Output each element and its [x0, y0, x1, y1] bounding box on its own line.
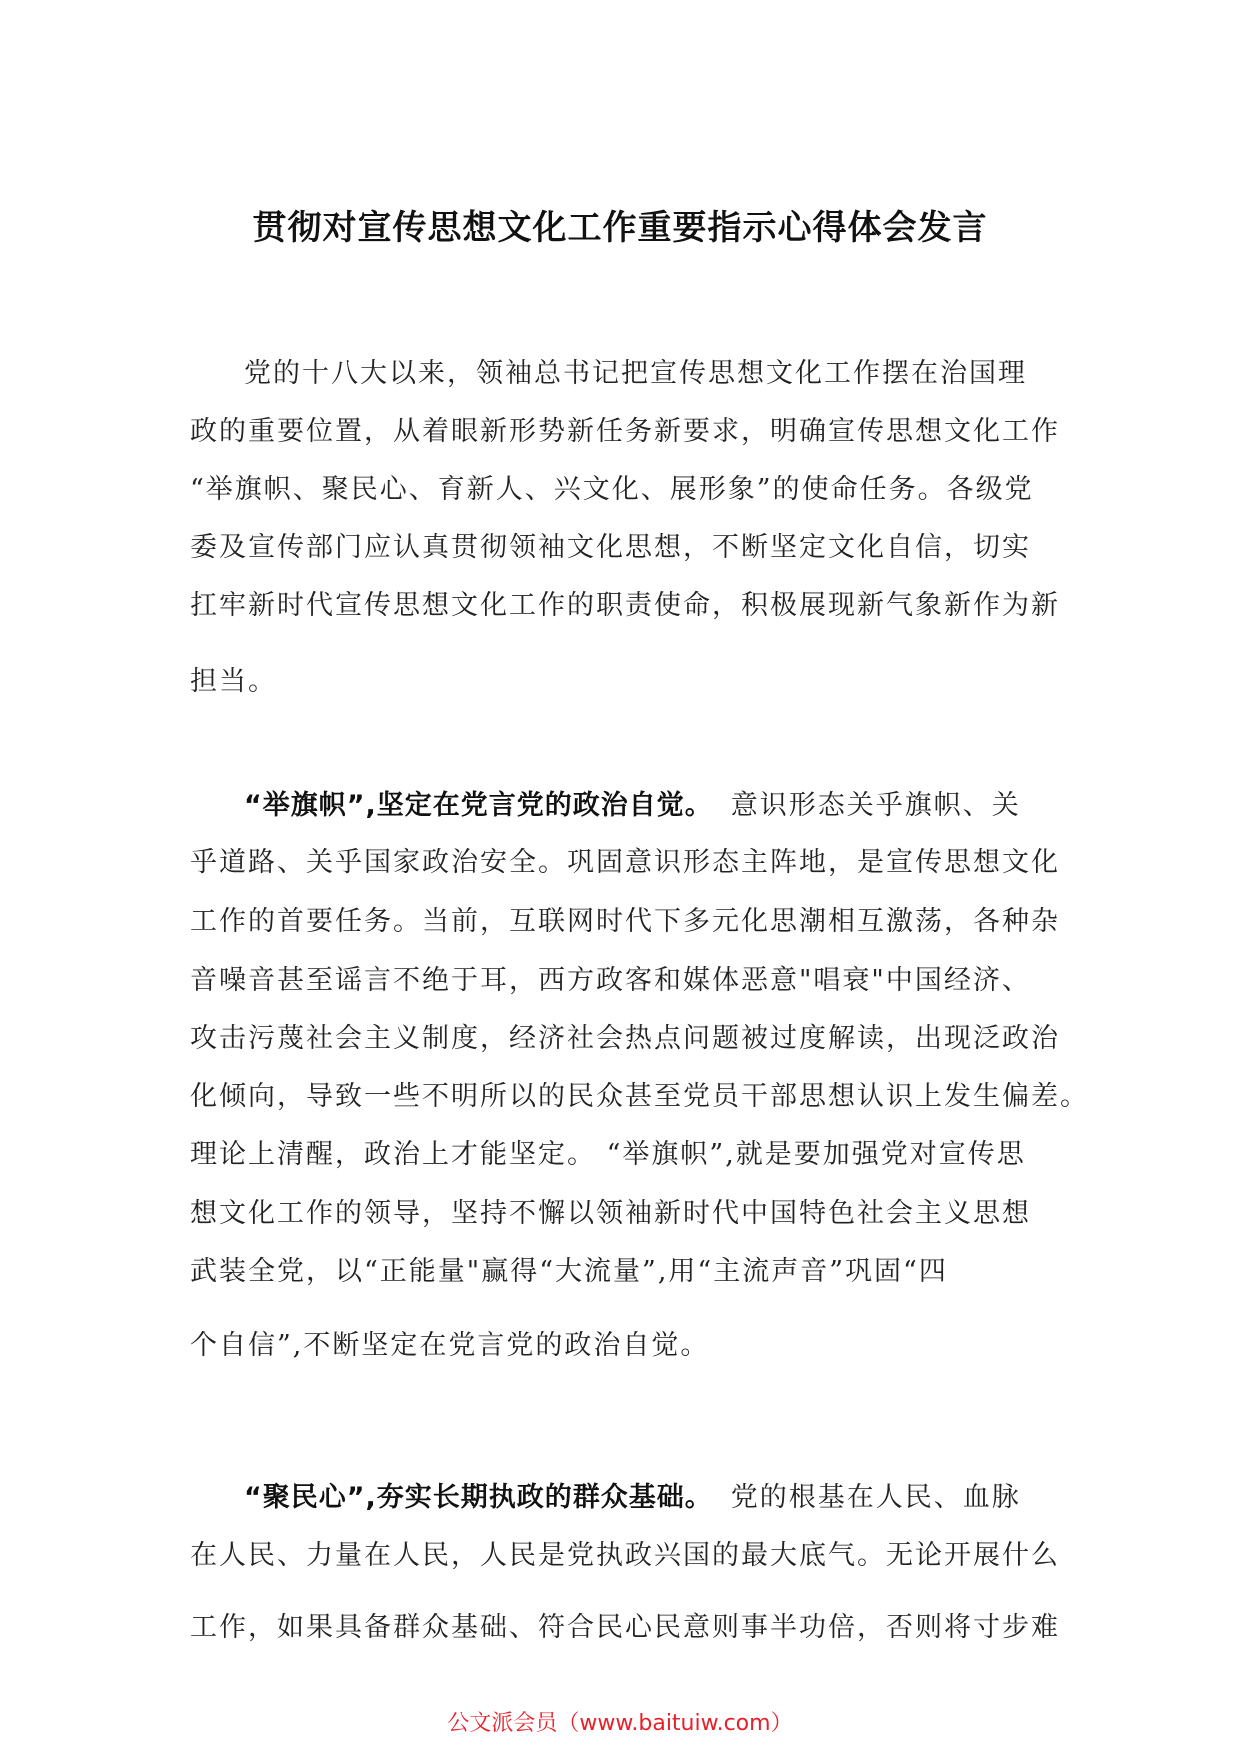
para1-line-5: 扛牢新时代宣传思想文化工作的职责使命，积极展现新气象新作为新: [190, 590, 1060, 621]
document-title: 贯彻对宣传思想文化工作重要指示心得体会发言: [252, 208, 988, 248]
section1-line-4: 攻击污蔑社会主义制度，经济社会热点问题被过度解读，出现泛政治: [190, 1023, 1060, 1054]
section2-line-1: 在人民、力量在人民，人民是党执政兴国的最大底气。无论开展什么: [190, 1540, 1060, 1571]
section2-line-2: 工作，如果具备群众基础、符合民心民意则事半功倍，否则将寸步难: [190, 1612, 1060, 1643]
section1-line-6: 理论上清醒，政治上才能坚定。 “举旗帜”,就是要加强党对宣传思: [190, 1139, 1026, 1170]
section1-line-9: 个自信”,不断坚定在党言党的政治自觉。: [190, 1330, 710, 1361]
section1-line-3: 音噪音甚至谣言不绝于耳，西方政客和媒体恶意"唱衰"中国经济、: [190, 965, 1031, 996]
section1-first-line: [244, 788, 1021, 824]
section1-line-1: 乎道路、关乎国家政治安全。巩固意识形态主阵地，是宣传思想文化: [190, 847, 1060, 878]
para1-line-4: 委及宣传部门应认真贯彻领袖文化思想，不断坚定文化自信，切实: [190, 532, 1031, 563]
para1-line-3: “举旗帜、聚民心、育新人、兴文化、展形象”的使命任务。各级党: [190, 474, 1034, 505]
section1-line-5: 化倾向，导致一些不明所以的民众甚至党员干部思想认识上发生偏差。: [190, 1081, 1089, 1112]
section1-line-8: 武装全党，以“正能量"赢得“大流量”,用“主流声音”巩固“四: [190, 1256, 948, 1287]
para1-line-2: 政的重要位置，从着眼新形势新任务新要求，明确宣传思想文化工作: [190, 416, 1060, 447]
section2-heading: “聚民心”,夯实长期执政的群众基础。: [244, 1482, 713, 1513]
section1-line-7: 想文化工作的领导，坚持不懈以领袖新时代中国特色社会主义思想: [190, 1198, 1031, 1229]
para1-line-1: 党的十八大以来，领袖总书记把宣传思想文化工作摆在治国理: [244, 358, 1027, 389]
section2-first-text: 党的根基在人民、血脉: [730, 1482, 1021, 1513]
footer-watermark: 公文派会员（www.baituiw.com）: [447, 1711, 793, 1736]
section1-line-2: 工作的首要任务。当前，互联网时代下多元化思潮相互激荡，各种杂: [190, 906, 1060, 937]
section1-heading: “举旗帜”,坚定在党言党的政治自觉。: [244, 790, 713, 821]
section1-first-text: 意识形态关乎旗帜、关: [730, 790, 1021, 821]
section2-first-line: [244, 1480, 1021, 1516]
para1-line-6: 担当。: [190, 666, 277, 697]
